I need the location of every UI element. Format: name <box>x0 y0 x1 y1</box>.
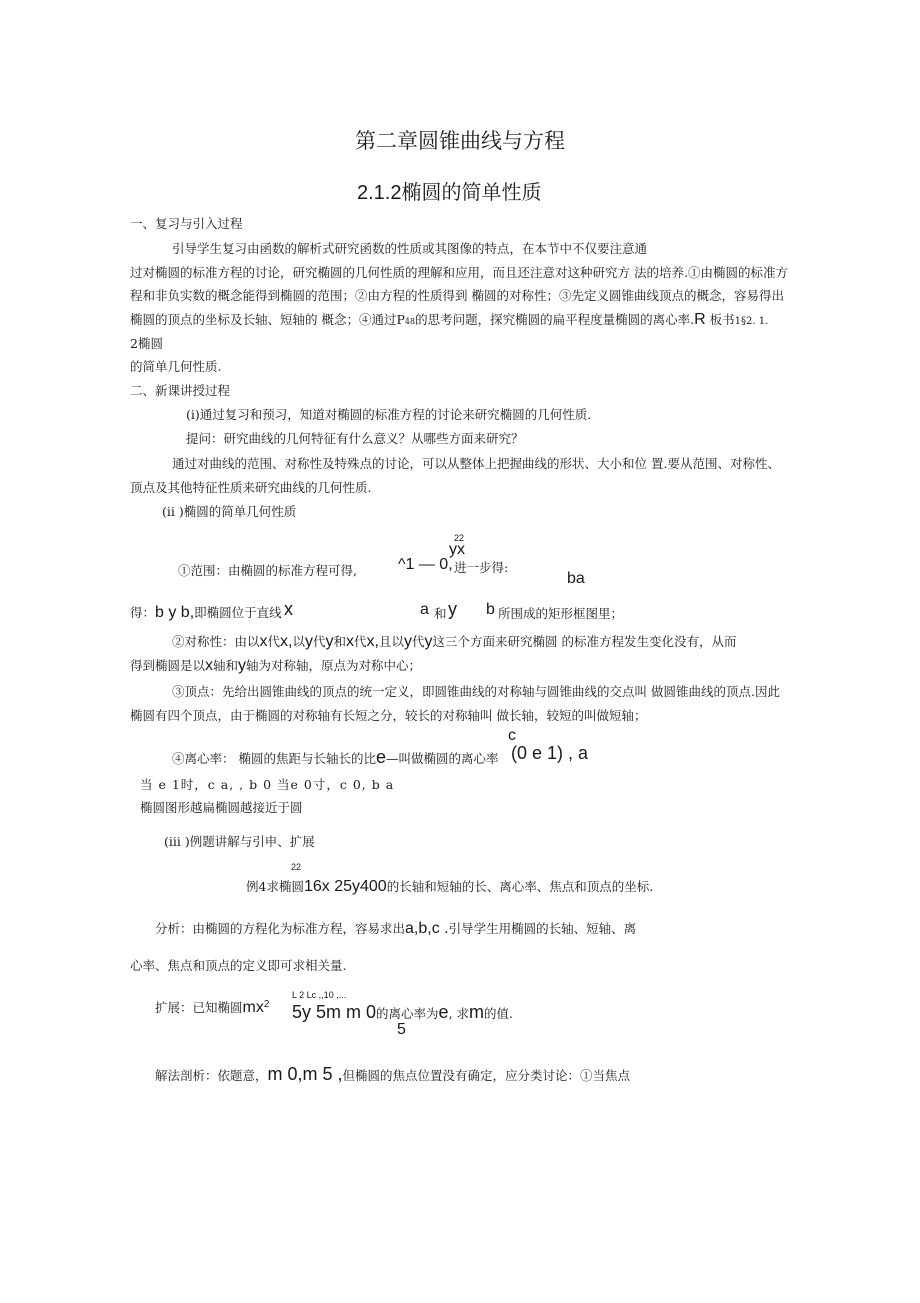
question-text: 提问：研究曲线的几何特征有什么意义？从哪些方面来研究？ <box>186 431 524 446</box>
sym-text: 轴为对称轴，原点为对称中心； <box>246 658 422 673</box>
extension-five: 5 <box>397 1021 406 1038</box>
extension-formula: 5y 5m m 0 <box>292 1002 377 1022</box>
extension-prefix-line <box>155 998 269 1017</box>
range-superscript: 22 <box>454 533 465 543</box>
sym-text: 这三个方面来研究椭圆 的标准方程发生变化没有，从而 <box>432 634 737 649</box>
section-number: 1§2. 1. <box>734 316 769 327</box>
range-label: ①范围：由椭圆的标准方程可得, <box>178 563 357 578</box>
solution-text: 但椭圆的焦点位置没有确定，应分类讨论：①当焦点 <box>342 1068 631 1083</box>
sym-text: 和 <box>333 634 347 649</box>
bound-a: a <box>420 601 429 618</box>
letter-r: R <box>694 311 706 328</box>
extension-formula-line <box>292 1002 513 1023</box>
extension-small: L 2 Lc ,,10 ,... <box>292 990 347 1000</box>
solution-line <box>155 1064 630 1085</box>
ecc-line <box>172 747 499 768</box>
part-ii-heading: (ii )椭圆的简单几何性质 <box>162 504 297 519</box>
example-prefix: 例4求椭圆 <box>246 879 304 894</box>
range-formula: ^1 — 0, <box>398 556 453 573</box>
symmetry-line-1 <box>172 632 737 651</box>
range-next: 进一步得: <box>454 560 509 575</box>
extension-text: , 求 <box>448 1006 470 1021</box>
extension-e: e <box>438 1002 449 1022</box>
sym-var: y <box>305 633 313 650</box>
solution-formula: m 0,m 5 , <box>267 1064 343 1084</box>
part-iii-heading: (iii )例题讲解与引申、扩展 <box>164 834 315 849</box>
ecc-flat: 椭圆图形越扁椭圆越接近于圆 <box>140 800 303 815</box>
sym-text: 且以 <box>379 634 405 649</box>
bound-y: y <box>448 599 457 619</box>
section2-heading: 二、新课讲授过程 <box>130 383 231 398</box>
sym-var: x <box>259 633 268 650</box>
bound-b: b <box>486 601 495 618</box>
analysis-prefix: 分析：由椭圆的方程化为标准方程，容易求出 <box>155 921 406 936</box>
ecc-e: e <box>375 747 386 767</box>
sym-var: y <box>238 657 247 674</box>
intro-text: 椭圆的顶点的坐标及长轴、短轴的 概念；④通过 <box>130 312 397 327</box>
extension-text: 的值. <box>484 1006 513 1021</box>
example-line <box>246 877 653 896</box>
page-ref-sub: 48 <box>404 317 416 326</box>
sym-text: 代 <box>412 634 425 649</box>
section1-heading: 一、复习与引入过程 <box>130 216 243 231</box>
ecc-text: —叫做椭圆的离心率 <box>386 751 499 766</box>
bound-prefix: 得： <box>130 605 156 620</box>
analysis-text: 引导学生用椭圆的长轴、短轴、离 <box>448 921 637 936</box>
example-text: 的长轴和短轴的长、离心率、焦点和顶点的坐标. <box>386 879 654 894</box>
extension-prefix: 扩展：已知椭圆 <box>155 1000 243 1015</box>
ecc-when: 当 e 1时，c a, , b 0 当e 0寸，c 0, b a <box>140 777 395 792</box>
ecc-formula: (0 e 1) , a <box>511 743 589 763</box>
intro-line-4 <box>130 310 768 329</box>
extension-sup: 2 <box>263 998 270 1010</box>
sym-var: y <box>325 633 334 650</box>
intro-line-3: 程和非负实数的概念能得到椭圆的范围；②由方程的性质得到 椭圆的对称性；③先定义圆锥曲线顶点的概念，容易得出 <box>130 288 784 303</box>
sym-text: 代 <box>267 634 281 649</box>
intro-line-2: 过对椭圆的标准方程的讨论，研究椭圆的几何性质的理解和应用，而且还注意对这种研究方 法的培养.①由椭圆的标准方 <box>130 265 788 280</box>
extension-mx: mx <box>242 999 264 1016</box>
range-ba: ba <box>567 570 585 587</box>
solution-prefix: 解法剖析：依题意， <box>155 1068 268 1083</box>
vertex-line-2: 椭圆有四个顶点，由于椭圆的对称轴有长短之分，较长的对称轴叫 做长轴，较短的叫做短轴； <box>130 708 647 723</box>
sym-var: x, <box>280 633 293 650</box>
analysis-line-2: 心率、焦点和顶点的定义即可求相关量. <box>130 958 347 973</box>
sym-text: 以 <box>292 634 305 649</box>
analysis-line-1 <box>155 919 636 938</box>
sym-text: 代 <box>354 634 367 649</box>
ecc-label: ④离心率： 椭圆的焦距与长轴长的比 <box>172 751 376 766</box>
example-formula: 16x 25y400 <box>303 878 387 895</box>
discussion-line-2: 顶点及其他特征性质来研究曲线的几何性质. <box>130 480 372 495</box>
intro-line-6: 的简单几何性质. <box>130 359 222 374</box>
sym-text: 得到椭圆是以 <box>130 658 206 673</box>
sym-text: 轴和 <box>213 658 239 673</box>
intro-text: 的思考问题，探究椭圆的扁平程度量椭圆的离心率. <box>415 312 695 327</box>
sym-var: y <box>424 633 433 650</box>
intro-line-5: 2椭圆 <box>130 336 163 351</box>
sym-var: x <box>346 633 355 650</box>
sym-var: x <box>205 657 214 674</box>
page-title: 第二章圆锥曲线与方程 <box>355 129 565 153</box>
page-subtitle: 2.1.2椭圆的简单性质 <box>357 182 542 204</box>
bound-x: x <box>284 599 293 619</box>
page-ref: P <box>396 312 405 327</box>
range-yx: yx <box>449 541 465 558</box>
bound-text: 即椭圆位于直线 <box>194 605 282 620</box>
discussion-line-1: 通过对曲线的范围、对称性及特殊点的讨论，可以从整体上把握曲线的形状、大小和位 置.要从范围、对称性、 <box>172 456 780 471</box>
sym-text: ②对称性：由以 <box>172 634 260 649</box>
example-superscript: 22 <box>291 862 302 872</box>
symmetry-line-2 <box>130 656 421 675</box>
sym-var: y <box>404 633 413 650</box>
bound-line <box>130 603 282 622</box>
intro-line-1: 引导学生复习由函数的解析式研究函数的性质或其图像的特点，在本节中不仅要注意通 <box>172 241 648 256</box>
formula: b y b, <box>155 604 195 621</box>
bound-he: 和 <box>434 606 447 621</box>
sym-var: x, <box>366 633 379 650</box>
ecc-c: c <box>508 727 516 744</box>
sym-text: 代 <box>313 634 326 649</box>
bound-text-2: 所围成的矩形框图里； <box>498 606 624 621</box>
extension-text: 的离心率为 <box>376 1006 439 1021</box>
intro-text: 板书 <box>709 312 735 327</box>
vertex-line-1: ③顶点：先给出圆锥曲线的顶点的统一定义，即圆锥曲线的对称轴与圆锥曲线的交点叫 做圆锥曲线的顶点.因此 <box>172 684 780 699</box>
extension-m: m <box>469 1002 485 1022</box>
analysis-abc: a,b,c . <box>405 920 449 937</box>
part-i-heading: (i)通过复习和预习，知道对椭圆的标准方程的讨论来研究椭圆的几何性质. <box>186 407 592 422</box>
